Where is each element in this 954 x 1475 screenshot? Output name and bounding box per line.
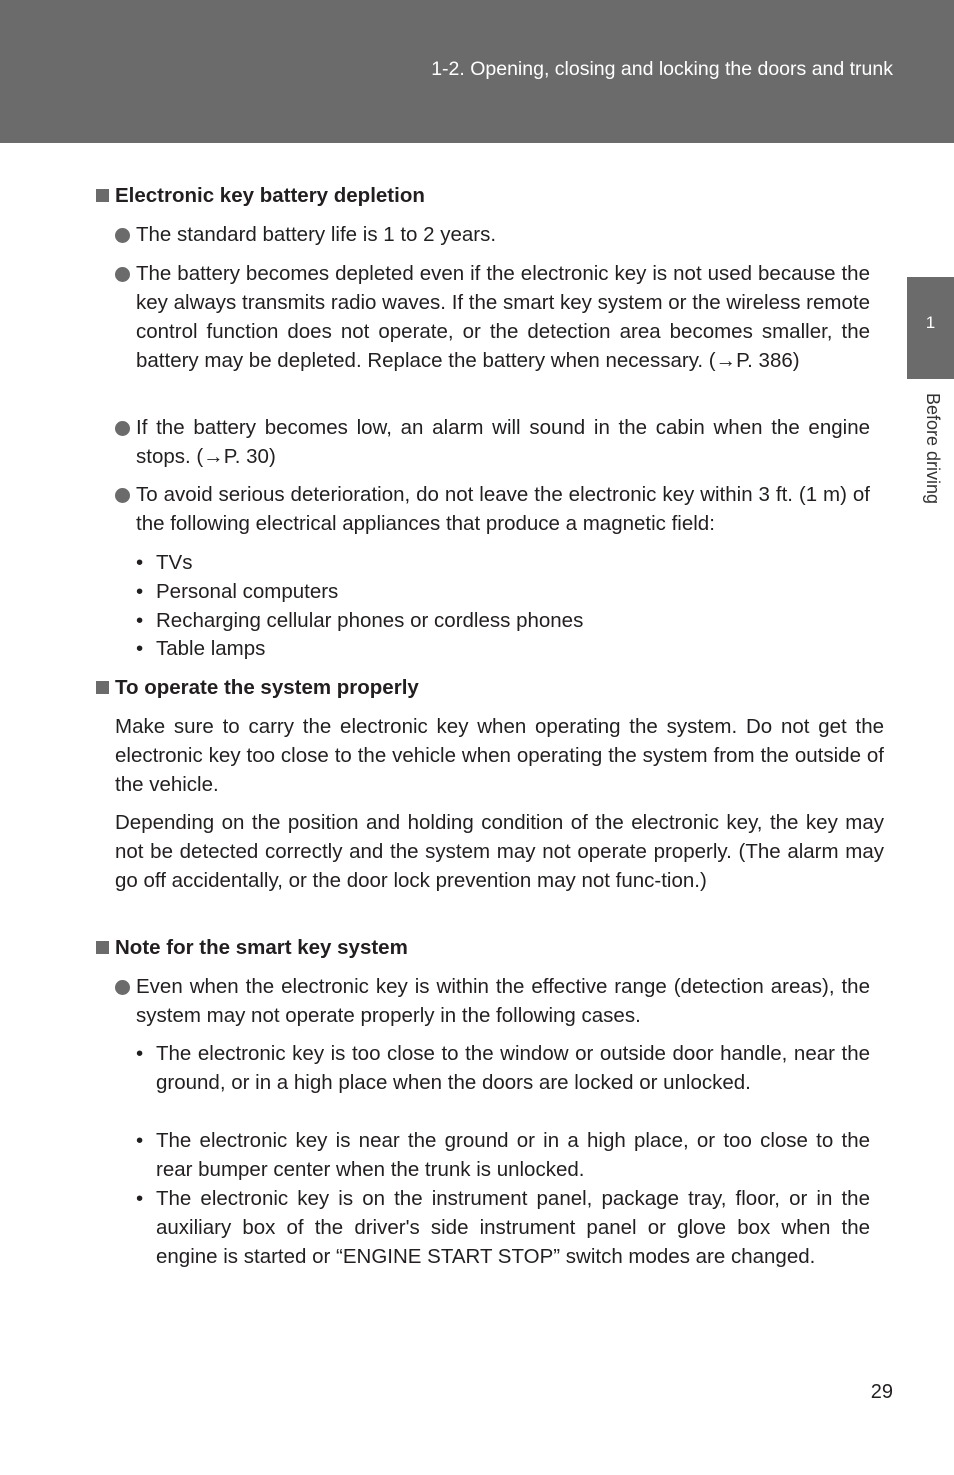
square-bullet-icon [96, 189, 109, 202]
list-item-text: To avoid serious deterioration, do not leave the electronic key within 3 ft. (1 m) of the following electrical appliances that produce a magnetic field: [136, 483, 870, 535]
list-item-text: If the battery becomes low, an alarm will sound in the cabin when the engine stops. (→P. 30) [136, 416, 870, 468]
bullet-marker: • [136, 1042, 144, 1065]
section-heading-smartkey [96, 933, 408, 962]
list-item [115, 413, 870, 471]
appliance-text: Recharging cellular phones or cordless phones [156, 609, 584, 632]
case-text: The electronic key is too close to the window or outside door handle, near the ground, or in a high place when the doors are locked or unlocked. [156, 1042, 870, 1094]
section-heading-battery [96, 181, 425, 210]
chapter-number: 1 [925, 313, 936, 332]
round-bullet-icon [115, 980, 130, 995]
paragraph: Make sure to carry the electronic key when operating the system. Do not get the electronic key too close to the vehicle when operating the system from the outside of the vehicle. [115, 715, 884, 796]
round-bullet-icon [115, 228, 130, 243]
chapter-label: Before driving [923, 393, 943, 505]
section-heading-operate [96, 673, 419, 702]
square-bullet-icon [96, 941, 109, 954]
list-item [115, 480, 870, 538]
section-heading-text: Note for the smart key system [115, 936, 408, 959]
list-item [115, 220, 870, 249]
list-item-text: The standard battery life is 1 to 2 years. [136, 223, 497, 246]
bullet-marker: • [136, 1129, 144, 1152]
section-heading-text: Electronic key battery depletion [115, 184, 425, 207]
round-bullet-icon [115, 421, 130, 436]
square-bullet-icon [96, 681, 109, 694]
section-title: 1-2. Opening, closing and locking the doors and trunk [431, 58, 893, 80]
appliance-text: Table lamps [156, 637, 266, 660]
list-item-text: Even when the electronic key is within the effective range (detection areas), the system may not operate properly in the following cases. [136, 975, 870, 1027]
list-item [115, 972, 870, 1030]
list-item-text: The battery becomes depleted even if the electronic key is not used because the key always transmits radio waves. If the smart key system or the wireless remote control function does not operate, or the detection area becomes smaller, the battery may be depleted. Replace the battery when necessary. (→P. 386) [136, 262, 870, 372]
round-bullet-icon [115, 488, 130, 503]
section-heading-text: To operate the system properly [115, 676, 419, 699]
chapter-tab [907, 277, 954, 379]
bullet-marker: • [136, 609, 144, 632]
bullet-marker: • [136, 551, 144, 574]
paragraph: Depending on the position and holding condition of the electronic key, the key may not be detected correctly and the system may not operate properly. (The alarm may go off accidentally, or the door lock prevention may not func-tion.) [115, 811, 884, 892]
appliance-item [136, 606, 870, 635]
case-item [136, 1126, 870, 1184]
round-bullet-icon [115, 267, 130, 282]
appliance-item [136, 548, 870, 577]
header-bar [0, 0, 954, 143]
case-text: The electronic key is near the ground or in a high place, or too close to the rear bumper center when the trunk is unlocked. [156, 1129, 870, 1181]
case-text: The electronic key is on the instrument panel, package tray, floor, or in the auxiliary box of the driver's side instrument panel or glove box when the engine is started or “ENGINE START STOP” switch modes are changed. [156, 1187, 870, 1268]
bullet-marker: • [136, 1187, 144, 1210]
appliance-item [136, 577, 870, 606]
case-item [136, 1184, 870, 1271]
bullet-marker: • [136, 637, 144, 660]
bullet-marker: • [136, 580, 144, 603]
list-item [115, 259, 870, 375]
page-number: 29 [870, 1381, 893, 1403]
appliance-item [136, 634, 870, 663]
appliance-text: TVs [156, 551, 193, 574]
appliance-text: Personal computers [156, 580, 339, 603]
case-item [136, 1039, 870, 1097]
